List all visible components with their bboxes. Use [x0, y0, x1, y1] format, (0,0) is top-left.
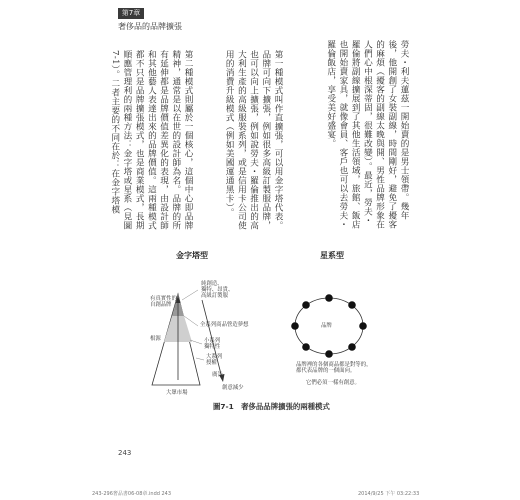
label-brand: 品牌 — [321, 323, 332, 329]
label-root: 根源 — [150, 336, 161, 342]
label-series-dream: 全系列商品營造夢想 — [200, 322, 249, 328]
star-node — [325, 350, 333, 358]
page-number: 243 — [118, 449, 132, 457]
figure-caption: 圖7-1 奢侈品品牌擴張的兩種模式 — [213, 402, 330, 411]
star-node — [348, 343, 356, 351]
label-small-series: 小系列 獨特性 — [204, 338, 221, 351]
body-paragraph-3: 第二種模式則屬於一個核心，這個中心即品牌精神，通常是以在世的設計師為名。品牌的所有延伸都是品牌價值差異化的表現，由設計師和其他藝人表達出來的品牌價值。這兩種模式都不只是品牌擴張模式，也是商業模式，長期順應管理利的兩種方法：金字塔或星系（見圖7-1）。二者主要的不同在於：在金字塔模 — [109, 50, 193, 230]
chapter-title: 奢侈品的品牌擴張 — [118, 22, 182, 31]
star-node — [302, 301, 310, 309]
label-star-note-2: 它們必須一樣有創意。 — [306, 380, 360, 386]
chapter-badge: 第7章 — [118, 8, 144, 19]
star-node — [291, 322, 299, 330]
label-big-series: 大系列 授權 — [206, 354, 223, 367]
label-ads: 廣告 — [212, 372, 223, 378]
print-footer-file: 243-296奢品書06-08章.indd 243 — [92, 491, 172, 497]
leader-pure-creation — [182, 290, 198, 300]
leader-big-series — [196, 358, 204, 360]
star-node — [359, 322, 367, 330]
print-footer-date: 2014/9/25 下午 03:22:33 — [358, 491, 420, 497]
star-title: 星系型 — [320, 251, 344, 260]
star-node — [302, 343, 310, 351]
label-real-value: 有真實性的 自創品牌 — [150, 296, 177, 309]
label-star-note-1: 品牌裡的各個商品都是對等的， 都代表品牌的一個面向。 — [296, 362, 372, 375]
body-paragraph-2: 第一種模式叫作直擴張，可以用金字塔代表。品牌可向下擴張，例如很多高級訂製服品牌，也可以向上擴張，例如說勞夫・羅倫推出的高大利生產的高級服裝系列，或是信用卡公司使用的消費升級模式（例如美國運通黑卡）。 — [224, 50, 283, 230]
label-creativity-less: 創意減少 — [222, 385, 244, 391]
star-node — [348, 301, 356, 309]
star-node — [325, 294, 333, 302]
pyramid-title: 金字塔型 — [176, 251, 208, 260]
label-pure-creation: 純創造、 獨特、昂貴、 高級訂製服 — [201, 281, 234, 300]
body-paragraph-1: 勞夫・利夫蓮茲一開始賣的是男士領帶。幾年後，他開創了女裝副線，時間剛好，避免了擾客的麻煩（擾客的副線太晚與開、男性品牌形象在人們心中根深蒂固，很難改變）。最近，勞夫・羅倫將副線擴展到了其他生活領域，旅館、飯店也開始賣家具，就像會員、客戶也可以去勞夫・羅倫飯店，享受美好盛宴。 — [325, 40, 409, 229]
label-mass-market: 大眾市場 — [166, 390, 188, 396]
